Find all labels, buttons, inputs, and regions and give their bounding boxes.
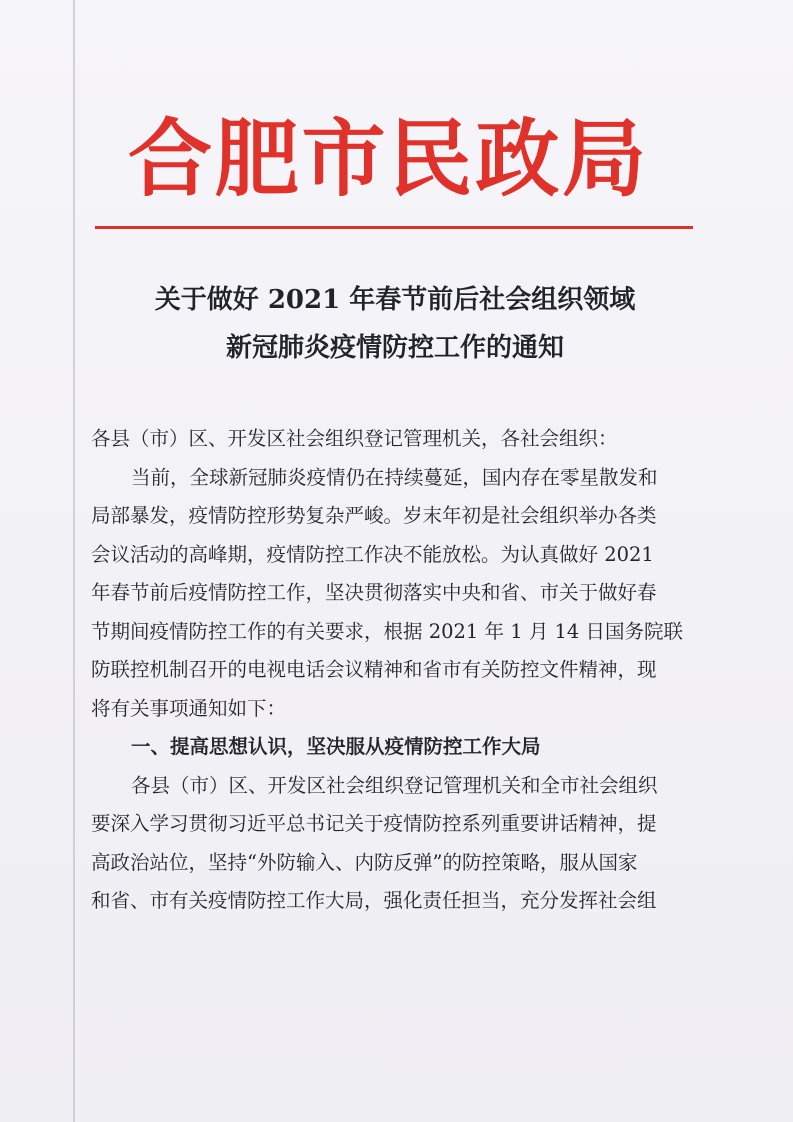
paragraph-1-line: 节期间疫情防控工作的有关要求，根据 2021 年 1 月 14 日国务院联 (91, 619, 684, 643)
paragraph-1-line: 防联控机制召开的电视电话会议精神和省市有关防控文件精神，现 (91, 658, 657, 681)
paragraph-2-line: 和省、市有关疫情防控工作大局，强化责任担当，充分发挥社会组 (91, 889, 657, 912)
paragraph-2-line: 各县（市）区、开发区社会组织登记管理机关和全市社会组织 (131, 773, 658, 797)
paragraph-1-line: 局部暴发，疫情防控形势复杂严峻。岁末年初是社会组织举办各类 (91, 504, 657, 527)
document-title (95, 276, 695, 372)
masthead-character: 局 (561, 109, 648, 208)
paragraph-2-line: 要深入学习贯彻习近平总书记关于疫情防控系列重要讲话精神，提 (91, 812, 657, 835)
masthead-red-rule (95, 226, 693, 229)
paragraph-1-line: 年春节前后疫情防控工作，坚决贯彻落实中央和省、市关于做好春 (91, 581, 657, 604)
paragraph-1-line: 将有关事项通知如下： (91, 696, 287, 720)
salutation: 各县（市）区、开发区社会组织登记管理机关，各社会组织： (91, 427, 618, 450)
masthead-org-name (128, 100, 648, 218)
title-line-1: 关于做好 2021 年春节前后社会组织领域 (154, 285, 636, 315)
masthead-character: 合 (128, 109, 215, 208)
section-1-heading: 一、提高思想认识，坚决服从疫情防控工作大局 (131, 735, 541, 758)
masthead-character: 政 (475, 109, 562, 208)
document-body (91, 420, 707, 921)
masthead-character: 民 (388, 109, 475, 208)
masthead-character: 肥 (214, 109, 301, 208)
title-line-2: 新冠肺炎疫情防控工作的通知 (225, 333, 564, 363)
paragraph-1-line: 当前，全球新冠肺炎疫情仍在持续蔓延，国内存在零星散发和 (131, 465, 658, 489)
paragraph-1-line: 会议活动的高峰期，疫情防控工作决不能放松。为认真做好 2021 (91, 542, 654, 566)
masthead (0, 100, 793, 220)
masthead-character: 市 (301, 109, 388, 208)
paragraph-2-line: 高政治站位，坚持“外防输入、内防反弹”的防控策略，服从国家 (91, 850, 638, 874)
